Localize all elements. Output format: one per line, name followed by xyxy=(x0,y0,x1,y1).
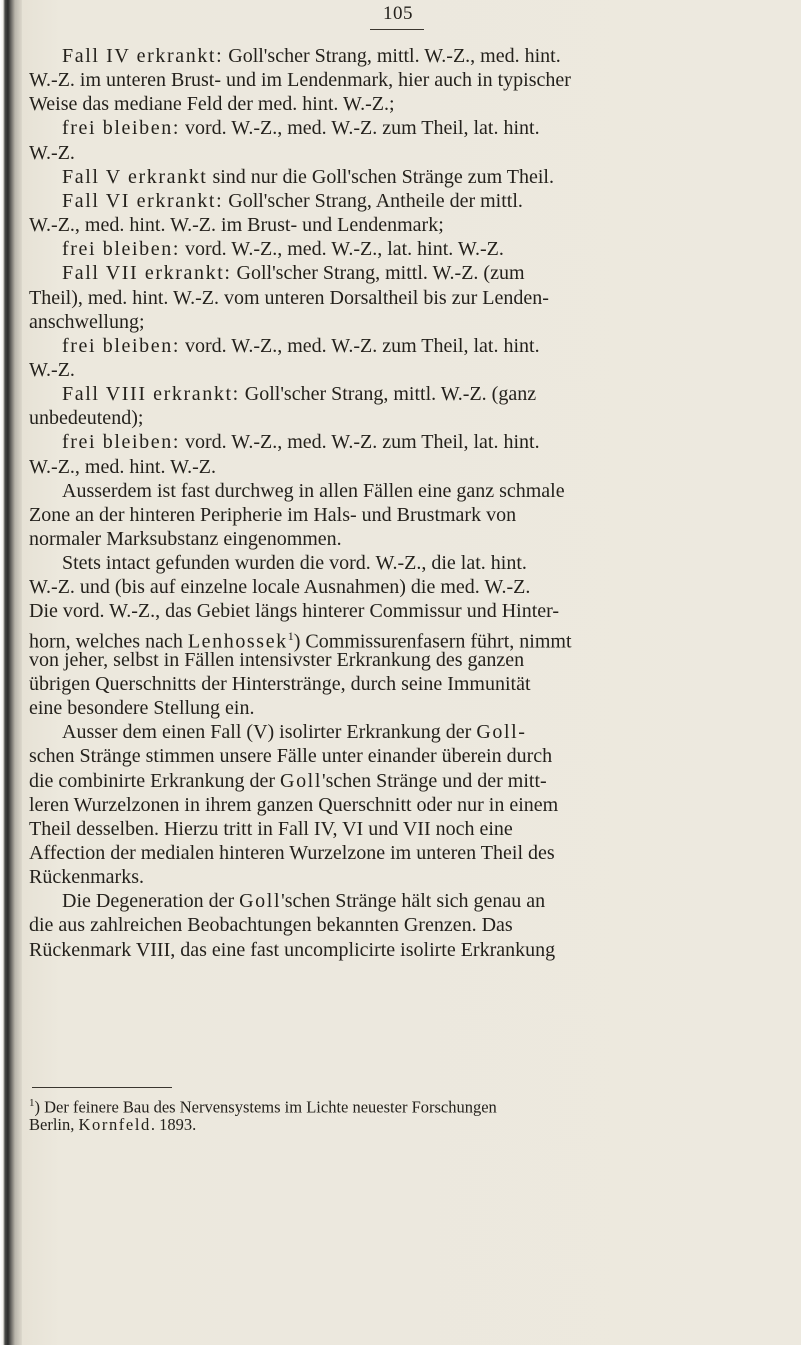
text-line xyxy=(29,938,555,962)
page-number-rule xyxy=(370,29,424,30)
spaced-heading: Fall VII erkrankt: xyxy=(62,262,232,285)
text-line xyxy=(62,334,540,358)
line-text: W.-Z., med. hint. W.-Z. xyxy=(29,455,217,478)
text-line xyxy=(62,116,540,140)
footnote-place: Berlin, xyxy=(29,1115,79,1134)
line-text: vord. W.-Z., med. W.-Z. zum Theil, lat. hint. xyxy=(179,334,540,357)
text-line xyxy=(62,44,561,68)
line-text: übrigen Querschnitts der Hinterstränge, durch seine Immunität xyxy=(29,672,531,695)
line-text: horn, welches nach xyxy=(29,630,188,653)
text-line xyxy=(62,551,527,575)
text-line xyxy=(29,696,255,720)
text-line xyxy=(29,527,342,551)
text-line xyxy=(29,406,143,430)
footnote-year: . 1893. xyxy=(150,1115,197,1134)
footnote-marker: 1 xyxy=(29,1097,35,1109)
line-text: vord. W.-Z., med. W.-Z. zum Theil, lat. hint. xyxy=(179,431,540,454)
text-line xyxy=(29,213,444,237)
line-text: W.-Z. und (bis auf einzelne locale Ausnahmen) die med. W.-Z. xyxy=(29,576,531,599)
line-text: schen Stränge stimmen unsere Fälle unter einander überein durch xyxy=(29,745,553,768)
text-line xyxy=(29,841,555,865)
text-line xyxy=(29,817,513,841)
text-line xyxy=(29,648,524,672)
text-line xyxy=(29,769,547,793)
line-text: Affection der medialen hinteren Wurzelzone im unteren Theil des xyxy=(29,841,555,864)
text-line xyxy=(29,141,75,165)
line-text: W.-Z. im unteren Brust- und im Lendenmark, hier auch in typischer xyxy=(29,69,571,92)
text-line xyxy=(29,624,572,653)
spaced-heading: Fall IV erkrankt: xyxy=(62,45,224,67)
author-name: Goll- xyxy=(476,721,527,744)
footnote-rule xyxy=(32,1087,172,1088)
line-text: Rückenmark VIII, das eine fast uncomplicirte isolirte Erkrankung xyxy=(29,938,556,961)
text-line xyxy=(29,793,558,817)
text-line xyxy=(62,261,525,285)
text-line xyxy=(29,358,75,382)
line-text-after: ) Commissurenfasern führt, nimmt xyxy=(293,630,572,653)
text-line xyxy=(29,744,552,768)
spaced-heading: Fall VIII erkrankt: xyxy=(62,383,240,406)
footnote-publisher: Kornfeld xyxy=(78,1115,151,1134)
text-line xyxy=(62,237,504,261)
text-line xyxy=(29,503,516,527)
line-text: Die vord. W.-Z., das Gebiet längs hinterer Commissur und Hinter- xyxy=(29,600,560,623)
line-text: Goll'scher Strang, Antheile der mittl. xyxy=(223,189,523,212)
line-text: Theil desselben. Hierzu tritt in Fall IV, VI und VII noch eine xyxy=(29,817,513,840)
line-text: die combinirte Erkrankung der xyxy=(29,769,281,792)
line-text-after: 'schen Stränge hält sich genau an xyxy=(281,890,546,913)
line-text: Theil), med. hint. W.-Z. vom unteren Dorsaltheil bis zur Lenden- xyxy=(29,286,549,309)
line-text-after: 'schen Stränge und der mitt- xyxy=(322,769,547,792)
line-text: eine besondere Stellung ein. xyxy=(29,697,255,720)
line-text: W.-Z. xyxy=(29,358,75,381)
line-text: Stets intact gefunden wurden die vord. W.-Z., die lat. hint. xyxy=(62,552,527,575)
footnote-citation: ) Der feinere Bau des Nervensystems im Lichte neuester Forschungen xyxy=(34,1097,497,1117)
author-name: Goll xyxy=(280,769,322,792)
page-number: 105 xyxy=(383,3,413,24)
line-text: Ausser dem einen Fall (V) isolirter Erkrankung der xyxy=(62,721,477,744)
book-binding-edge xyxy=(0,0,22,1345)
spaced-heading: frei bleiben: xyxy=(62,431,180,454)
line-text: Goll'scher Strang, mittl. W.-Z. (ganz xyxy=(239,383,537,406)
text-line xyxy=(29,68,571,92)
text-line xyxy=(29,92,395,116)
text-line xyxy=(29,455,216,479)
line-text: W.-Z. xyxy=(29,141,75,164)
line-text: Ausserdem ist fast durchweg in allen Fällen eine ganz schmale xyxy=(62,479,565,502)
author-name: Goll xyxy=(239,890,282,913)
text-line xyxy=(29,913,513,937)
spaced-heading: Fall V erkrankt xyxy=(62,165,208,188)
text-line xyxy=(29,310,145,334)
line-text: normaler Marksubstanz eingenommen. xyxy=(29,528,342,550)
line-text: sind nur die Goll'schen Stränge zum Theil. xyxy=(207,165,554,188)
line-text: Weise das mediane Feld der med. hint. W.-Z.; xyxy=(29,93,395,116)
text-line xyxy=(62,889,545,913)
text-line xyxy=(29,599,559,623)
line-text: die aus zahlreichen Beobachtungen bekannten Grenzen. Das xyxy=(29,914,513,937)
text-line xyxy=(62,189,523,213)
text-line xyxy=(62,720,527,744)
text-line xyxy=(62,430,540,454)
line-text: Die Degeneration der xyxy=(62,890,240,913)
spaced-heading: frei bleiben: xyxy=(62,238,180,261)
footnote-reference: 1 xyxy=(287,628,294,643)
text-line xyxy=(29,672,531,696)
footnote-line-2 xyxy=(29,1114,196,1136)
line-text: anschwellung; xyxy=(29,310,145,333)
author-name: Lenhossek xyxy=(187,630,288,653)
line-text: vord. W.-Z., med. W.-Z. zum Theil, lat. hint. xyxy=(179,117,540,140)
line-text: leren Wurzelzonen in ihrem ganzen Querschnitt oder nur in einem xyxy=(29,793,559,816)
spaced-heading: frei bleiben: xyxy=(62,117,180,140)
line-text: unbedeutend); xyxy=(29,407,144,430)
text-line xyxy=(29,575,530,599)
text-line xyxy=(29,286,549,310)
text-line xyxy=(62,165,554,189)
text-line xyxy=(62,479,565,503)
spaced-heading: Fall VI erkrankt: xyxy=(62,189,224,212)
line-text: Rückenmarks. xyxy=(29,866,144,889)
text-line xyxy=(29,865,144,889)
line-text: vord. W.-Z., med. W.-Z., lat. hint. W.-Z. xyxy=(179,238,504,261)
line-text: Goll'scher Strang, mittl. W.-Z., med. hint. xyxy=(223,45,561,67)
line-text: W.-Z., med. hint. W.-Z. im Brust- und Lendenmark; xyxy=(29,214,444,237)
spaced-heading: frei bleiben: xyxy=(62,334,180,357)
text-line xyxy=(62,382,536,406)
line-text: Zone an der hinteren Peripherie im Hals- und Brustmark von xyxy=(29,503,517,526)
line-text: von jeher, selbst in Fällen intensivster Erkrankung des ganzen xyxy=(29,648,525,671)
line-text: Goll'scher Strang, mittl. W.-Z. (zum xyxy=(231,262,525,285)
